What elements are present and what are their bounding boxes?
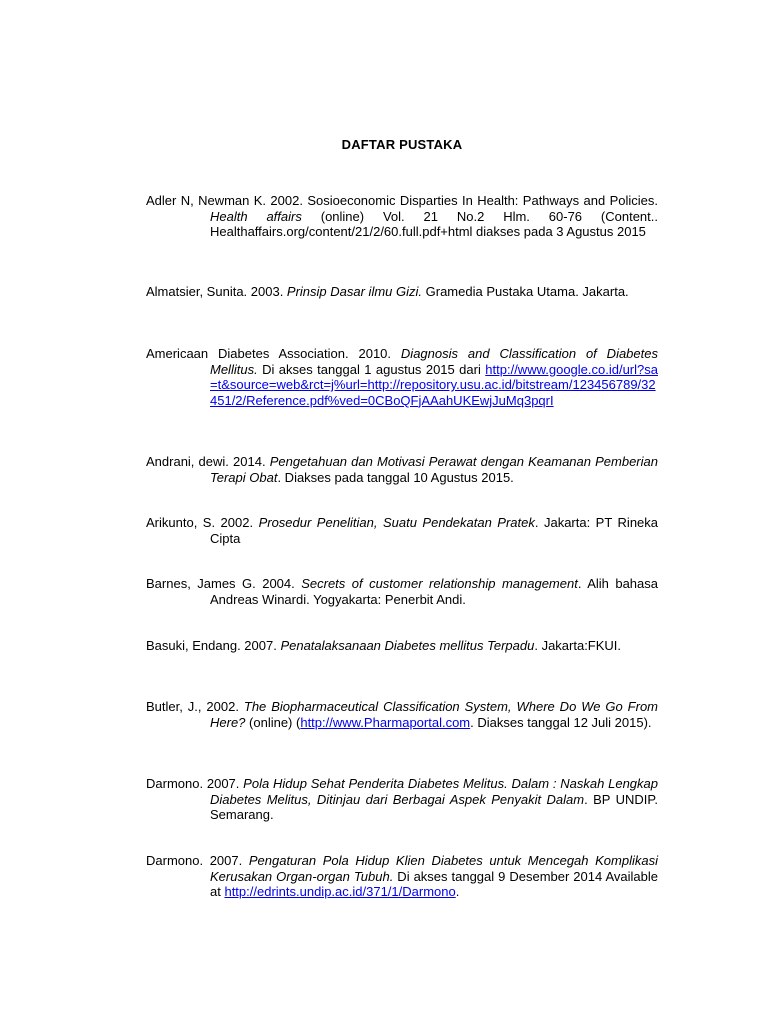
reference-italic: Secrets of customer relationship management — [301, 576, 578, 591]
reference-entry — [146, 776, 658, 823]
reference-text: Adler N, Newman K. 2002. Sosioeconomic Disparties In Health: Pathways and Policies. — [146, 193, 658, 208]
reference-italic: Health affairs — [210, 208, 302, 224]
reference-text: Arikunto, S. 2002. — [146, 515, 259, 530]
reference-text: . BP UNDIP. Semarang. — [210, 791, 659, 823]
reference-italic: Pengetahuan dan Motivasi Perawat dengan Keamanan Pemberian Terapi Obat — [210, 454, 658, 485]
reference-italic: Pengaturan Pola Hidup Klien Diabetes untuk Mencegah Komplikasi Kerusakan Organ-organ Tubuh. — [210, 853, 658, 884]
reference-text: . Alih bahasa Andreas Winardi. Yogyakarta: Penerbit Andi. — [210, 576, 659, 607]
reference-entry — [146, 193, 658, 240]
reference-italic: Prinsip Dasar ilmu Gizi. — [286, 284, 423, 299]
reference-entry — [146, 515, 658, 546]
reference-italic: Penatalaksanaan Diabetes mellitus Terpadu — [280, 638, 535, 653]
reference-text: Barnes, James G. 2004. — [146, 576, 302, 591]
reference-entry — [146, 576, 658, 607]
reference-text: (online) ( — [245, 714, 301, 730]
reference-link[interactable]: http://edrints.undip.ac.id/371/1/Darmono — [224, 884, 456, 900]
reference-text: Di akses tanggal 1 agustus 2015 dari — [257, 361, 486, 377]
reference-text: Basuki, Endang. 2007. — [146, 638, 281, 653]
reference-link[interactable]: http://www.Pharmaportal.com — [300, 714, 471, 730]
reference-text: . Diakses tanggal 12 Juli 2015). — [470, 714, 652, 730]
reference-text: Darmono. 2007. — [146, 853, 249, 868]
reference-entry — [146, 284, 658, 300]
reference-text: . Jakarta: PT Rineka Cipta — [210, 515, 659, 546]
reference-italic: Pola Hidup Sehat Penderita Diabetes Melitus. Dalam : Naskah Lengkap Diabetes Melitus, Ditinjau dari Berbagai Aspek Penyakit Dalam — [210, 776, 658, 807]
reference-text: Butler, J., 2002. — [146, 699, 244, 714]
reference-entry — [146, 699, 658, 730]
reference-text: Darmono. 2007. — [146, 776, 244, 791]
reference-entry — [146, 853, 658, 900]
reference-entry — [146, 346, 658, 408]
reference-text: Americaan Diabetes Association. 2010. — [146, 346, 401, 361]
reference-text: . Jakarta:FKUI. — [534, 638, 622, 653]
reference-text: (online) Vol. 21 No.2 Hlm. 60-76 (Content.. Healthaffairs.org/content/21/2/60.full.pdf+html diakses pada 3 Agustus 2015 — [210, 208, 658, 240]
reference-italic: Diagnosis and Classification of Diabetes Mellitus. — [210, 346, 658, 377]
reference-entry — [146, 638, 658, 654]
reference-text: Almatsier, Sunita. 2003. — [146, 284, 287, 299]
reference-italic: The Biopharmaceutical Classification System, Where Do We Go From Here? — [210, 699, 659, 730]
reference-text: Andrani, dewi. 2014. — [146, 454, 270, 469]
reference-text: . — [455, 884, 460, 900]
reference-text: Gramedia Pustaka Utama. Jakarta. — [422, 284, 629, 299]
page-title: DAFTAR PUSTAKA — [341, 137, 463, 152]
reference-link[interactable]: http://www.google.co.id/url?sa=t&source=web&rct=j%url=http://repository.usu.ac.id/bitstream/123456789/32451/2/Reference.pdf%ved=0CBoQFjAAahUKEwjJuMq3pqrI — [210, 361, 658, 408]
reference-text: . Diakses pada tanggal 10 Agustus 2015. — [277, 469, 514, 485]
reference-entry — [146, 454, 658, 485]
reference-text: Di akses tanggal 9 Desember 2014 Available at — [210, 868, 658, 900]
reference-italic: Prosedur Penelitian, Suatu Pendekatan Pratek — [258, 515, 535, 530]
